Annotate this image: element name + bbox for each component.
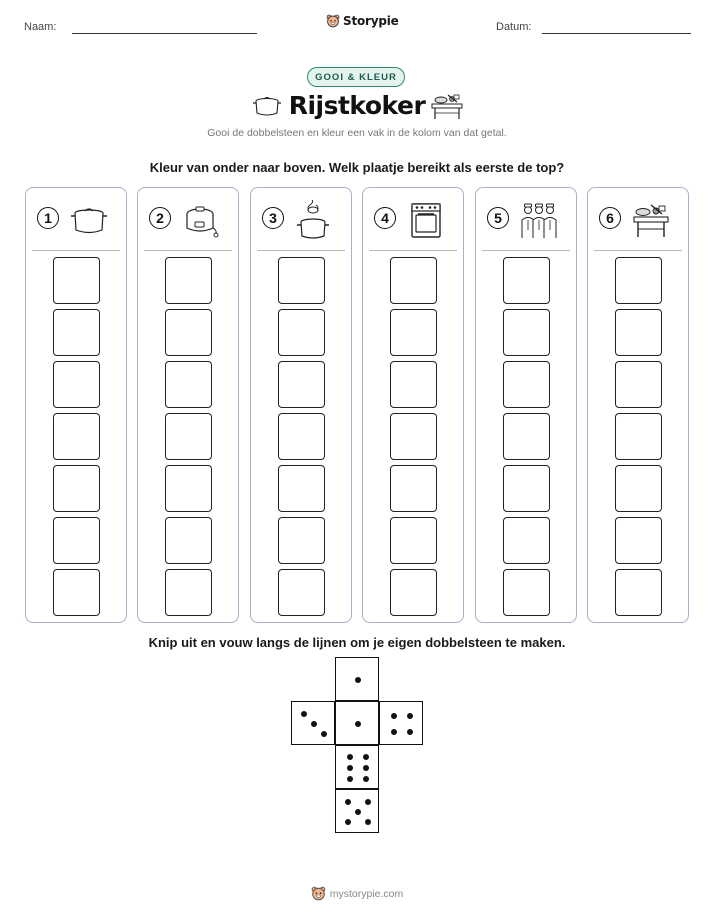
color-box[interactable] <box>278 361 325 408</box>
color-box[interactable] <box>615 465 662 512</box>
color-box[interactable] <box>615 569 662 616</box>
die-pip <box>363 754 369 760</box>
color-box[interactable] <box>390 465 437 512</box>
column-header <box>363 188 463 252</box>
die-pip <box>407 713 413 719</box>
column-header <box>588 188 688 252</box>
color-box[interactable] <box>615 517 662 564</box>
color-box[interactable] <box>503 569 550 616</box>
color-box[interactable] <box>165 257 212 304</box>
dice-column-1 <box>25 187 127 623</box>
column-number: 6 <box>599 207 621 229</box>
oven-stove-icon <box>406 200 446 240</box>
die-pip <box>365 799 371 805</box>
color-box[interactable] <box>615 309 662 356</box>
column-divider <box>144 250 232 251</box>
brand-logo <box>326 14 399 28</box>
die-pip <box>365 819 371 825</box>
date-label: Datum: <box>496 21 532 33</box>
die-pip <box>311 721 317 727</box>
color-box[interactable] <box>278 517 325 564</box>
die-pip <box>355 721 361 727</box>
column-number: 4 <box>374 207 396 229</box>
die-pip <box>321 731 327 737</box>
color-box[interactable] <box>53 257 100 304</box>
storypie-bear-icon <box>326 14 340 28</box>
die-face-bottom <box>335 789 379 833</box>
die-instruction: Knip uit en vouw langs de lijnen om je eigen dobbelsteen te maken. <box>148 635 566 650</box>
color-box[interactable] <box>278 465 325 512</box>
footer <box>0 886 714 901</box>
kitchen-table-icon <box>631 200 671 240</box>
date-line[interactable] <box>542 33 691 34</box>
color-box[interactable] <box>390 517 437 564</box>
column-header <box>251 188 351 252</box>
column-divider <box>257 250 345 251</box>
brand-name: Storypie <box>343 14 399 28</box>
die-pip <box>407 729 413 735</box>
color-box[interactable] <box>165 465 212 512</box>
color-box[interactable] <box>278 309 325 356</box>
page-subtitle: Gooi de dobbelsteen en kleur een vak in de kolom van dat getal. <box>207 127 507 139</box>
color-box[interactable] <box>278 569 325 616</box>
dice-column-6 <box>587 187 689 623</box>
die-pip <box>363 776 369 782</box>
color-box[interactable] <box>53 517 100 564</box>
column-divider <box>594 250 682 251</box>
color-box[interactable] <box>278 413 325 460</box>
color-box[interactable] <box>390 309 437 356</box>
die-pip <box>347 765 353 771</box>
rice-cooker-icon <box>181 200 221 240</box>
color-box[interactable] <box>165 413 212 460</box>
name-label: Naam: <box>24 21 57 33</box>
footer-url: mystorypie.com <box>329 887 404 900</box>
die-pip <box>355 809 361 815</box>
color-box[interactable] <box>390 257 437 304</box>
color-box[interactable] <box>503 413 550 460</box>
dice-column-4 <box>362 187 464 623</box>
column-number: 3 <box>262 207 284 229</box>
column-header <box>476 188 576 252</box>
color-box[interactable] <box>503 517 550 564</box>
column-divider <box>369 250 457 251</box>
color-box[interactable] <box>53 465 100 512</box>
cooks-group-icon <box>519 200 559 240</box>
column-header <box>138 188 238 252</box>
dice-column-3 <box>250 187 352 623</box>
color-box[interactable] <box>503 465 550 512</box>
storypie-bear-icon <box>311 886 326 901</box>
dice-column-2 <box>137 187 239 623</box>
color-box[interactable] <box>165 361 212 408</box>
column-header <box>26 188 126 252</box>
color-box[interactable] <box>503 257 550 304</box>
steaming-pot-icon <box>294 200 334 240</box>
color-box[interactable] <box>53 569 100 616</box>
color-box[interactable] <box>165 569 212 616</box>
die-pip <box>347 754 353 760</box>
die-face-center <box>335 701 379 745</box>
die-pip <box>345 819 351 825</box>
dice-column-5 <box>475 187 577 623</box>
color-box[interactable] <box>615 361 662 408</box>
color-box[interactable] <box>503 361 550 408</box>
die-pip <box>347 776 353 782</box>
die-face-right <box>379 701 423 745</box>
column-number: 2 <box>149 207 171 229</box>
color-box[interactable] <box>165 517 212 564</box>
column-divider <box>482 250 570 251</box>
color-box[interactable] <box>390 569 437 616</box>
kitchen-table-icon <box>430 92 464 120</box>
die-pip <box>355 677 361 683</box>
die-pip <box>391 713 397 719</box>
cooking-pot-icon <box>69 200 109 240</box>
column-number: 1 <box>37 207 59 229</box>
color-box[interactable] <box>278 257 325 304</box>
coloring-instruction: Kleur van onder naar boven. Welk plaatje bereikt als eerste de top? <box>149 160 565 175</box>
color-box[interactable] <box>390 361 437 408</box>
column-divider <box>32 250 120 251</box>
color-box[interactable] <box>503 309 550 356</box>
die-pip <box>301 711 307 717</box>
activity-badge: GOOI & KLEUR <box>307 67 405 87</box>
name-line[interactable] <box>72 33 257 34</box>
color-box[interactable] <box>390 413 437 460</box>
color-box[interactable] <box>53 413 100 460</box>
color-box[interactable] <box>615 257 662 304</box>
die-pip <box>345 799 351 805</box>
die-face-lower <box>335 745 379 789</box>
color-box[interactable] <box>615 413 662 460</box>
die-face-top <box>335 657 379 701</box>
color-box[interactable] <box>165 309 212 356</box>
color-box[interactable] <box>53 309 100 356</box>
page-title: Rijstkoker <box>288 91 426 120</box>
die-pip <box>363 765 369 771</box>
die-face-left <box>291 701 335 745</box>
die-pip <box>391 729 397 735</box>
column-number: 5 <box>487 207 509 229</box>
color-box[interactable] <box>53 361 100 408</box>
